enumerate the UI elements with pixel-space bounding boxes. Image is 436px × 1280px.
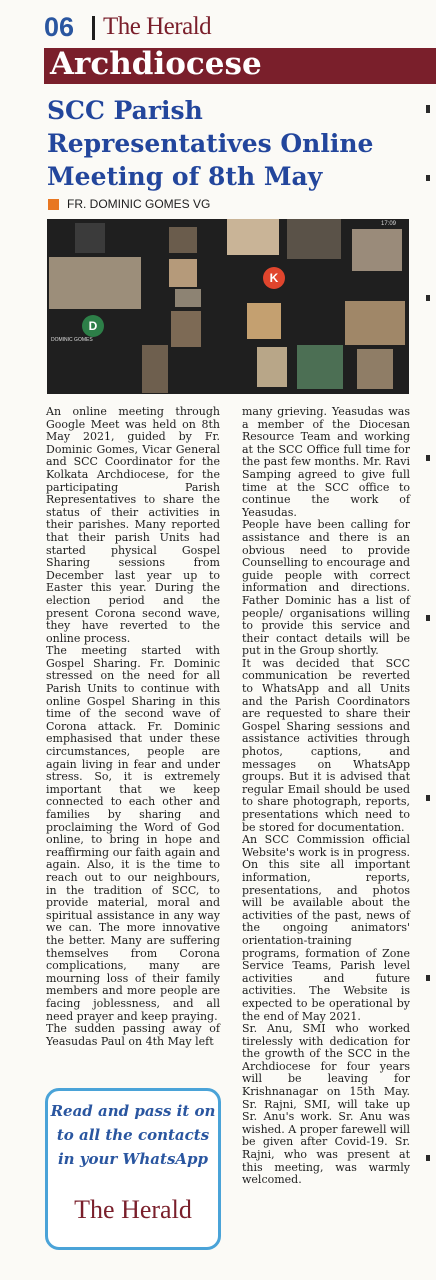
section-title: Archdiocese xyxy=(50,46,262,82)
participant-tile xyxy=(227,219,279,255)
participant-tile xyxy=(297,345,343,389)
participant-tile xyxy=(287,219,341,259)
edge-glyph xyxy=(426,975,430,981)
participant-tile xyxy=(257,347,287,387)
participant-tile xyxy=(247,303,281,339)
edge-glyph xyxy=(426,175,430,181)
participant-tile xyxy=(171,311,201,347)
participant-tile xyxy=(169,259,197,287)
page-number: 06 xyxy=(44,12,75,42)
edge-glyph xyxy=(426,795,430,801)
whatsapp-promo-box xyxy=(45,1088,221,1250)
participant-tile xyxy=(345,301,405,345)
byline-marker xyxy=(48,199,59,210)
participant-tile xyxy=(175,289,201,307)
edge-glyph xyxy=(426,295,430,301)
header-divider xyxy=(92,16,95,40)
status-bar-time: 17:09 xyxy=(381,221,397,227)
article-column-2: many grieving. Yeasudas was a member of the Diocesan Resource Team and working at the SCC Office full time for the past few months. Mr. Ravi Samping agreed to give full time at the SCC office to continue the work of Yeasudas. People have been calling for assistance and there is an obvious need to provide Counselling to encourage and guide people with correct information and directions. Father Dominic has a list of people/ organisations willing to provide this service and their contact details will be put in the Group shortly. It was decided that SCC communication be reverted to WhatsApp and all Units and the Parish Coordinators are requested to share their Gospel Sharing sessions and assistance activities through photos, captions, and messages on WhatsApp groups. But it is advised that regular Email should be used to share photograph, reports, presentations which need to be stored for documentation. An SCC Commission official Website's work is in progress. On this site all important information, reports, presentations, and photos will be available about the activities of the past, news of the ongoing animators' orientation-training programs, formation of Zone Service Teams, Parish level activities and future activities. The Website is expected to be operational by the end of May 2021. Sr. Anu, SMI who worked tirelessly with dedication for the growth of the SCC in the Archdiocese for four years will be leaving for Krishnanagar on 15th May. Sr. Rajni, SMI, will take up Sr. Anu's work. Sr. Anu was wished. A proper farewell will be given after Covid-19. Sr. Rajni, who was present at this meeting, was warmly welcomed. xyxy=(242,405,410,1187)
edge-glyph xyxy=(426,455,430,461)
article-byline: FR. DOMINIC GOMES VG xyxy=(67,197,211,211)
masthead-logo: The Herald xyxy=(103,13,212,40)
participant-name-caption: DOMINIC GOMES xyxy=(51,337,93,343)
participant-avatar-d: D xyxy=(82,315,104,337)
edge-glyph xyxy=(426,1155,430,1161)
adjacent-column-edge xyxy=(426,95,436,1275)
participant-tile xyxy=(352,229,402,271)
article-headline: SCC Parish Representatives Online Meeting of 8th May xyxy=(47,96,374,191)
participant-tile xyxy=(49,257,141,309)
participant-tile xyxy=(142,345,168,393)
edge-glyph xyxy=(426,615,430,621)
promo-text: Read and pass it on to all the contacts in your WhatsApp xyxy=(50,1102,216,1168)
edge-glyph xyxy=(426,105,430,113)
participant-tile xyxy=(75,223,105,253)
participant-tile xyxy=(169,227,197,253)
participant-avatar-k: K xyxy=(263,267,285,289)
participant-tile xyxy=(357,349,393,389)
video-conference-photo xyxy=(47,219,409,394)
article-column-1: An online meeting through Google Meet was held on 8th May 2021, guided by Fr. Dominic Gomes, Vicar General and SCC Coordinator for the Kolkata Archdiocese, for the participating Parish Representatives to share the status of their activities in their parishes. Many reported that their parish Units had started physical Gospel Sharing sessions from December last year up to Easter this year. During the election period and the present Corona second wave, they have reverted to the online process. The meeting started with Gospel Sharing. Fr. Dominic stressed on the need for all Parish Units to continue with online Gospel Sharing in this time of the second wave of Corona attack. Fr. Dominic emphasised that under these circumstances, people are again living in fear and under stress. So, it is extremely important that we keep connected to each other and families by sharing and proclaiming the Word of God online, to bring in hope and reaffirming our faith again and again. Also, it is the time to reach out to our neighbours, in the tradition of SCC, to provide material, moral and spiritual assistance in any way we can. The more innovative the better. Many are suffering themselves from Corona complications, many are mourning loss of their family members and more people are facing joblessness, and all need prayer and keep praying. The sudden passing away of Yeasudas Paul on 4th May left xyxy=(46,405,220,1048)
promo-logo: The Herald xyxy=(74,1195,192,1224)
